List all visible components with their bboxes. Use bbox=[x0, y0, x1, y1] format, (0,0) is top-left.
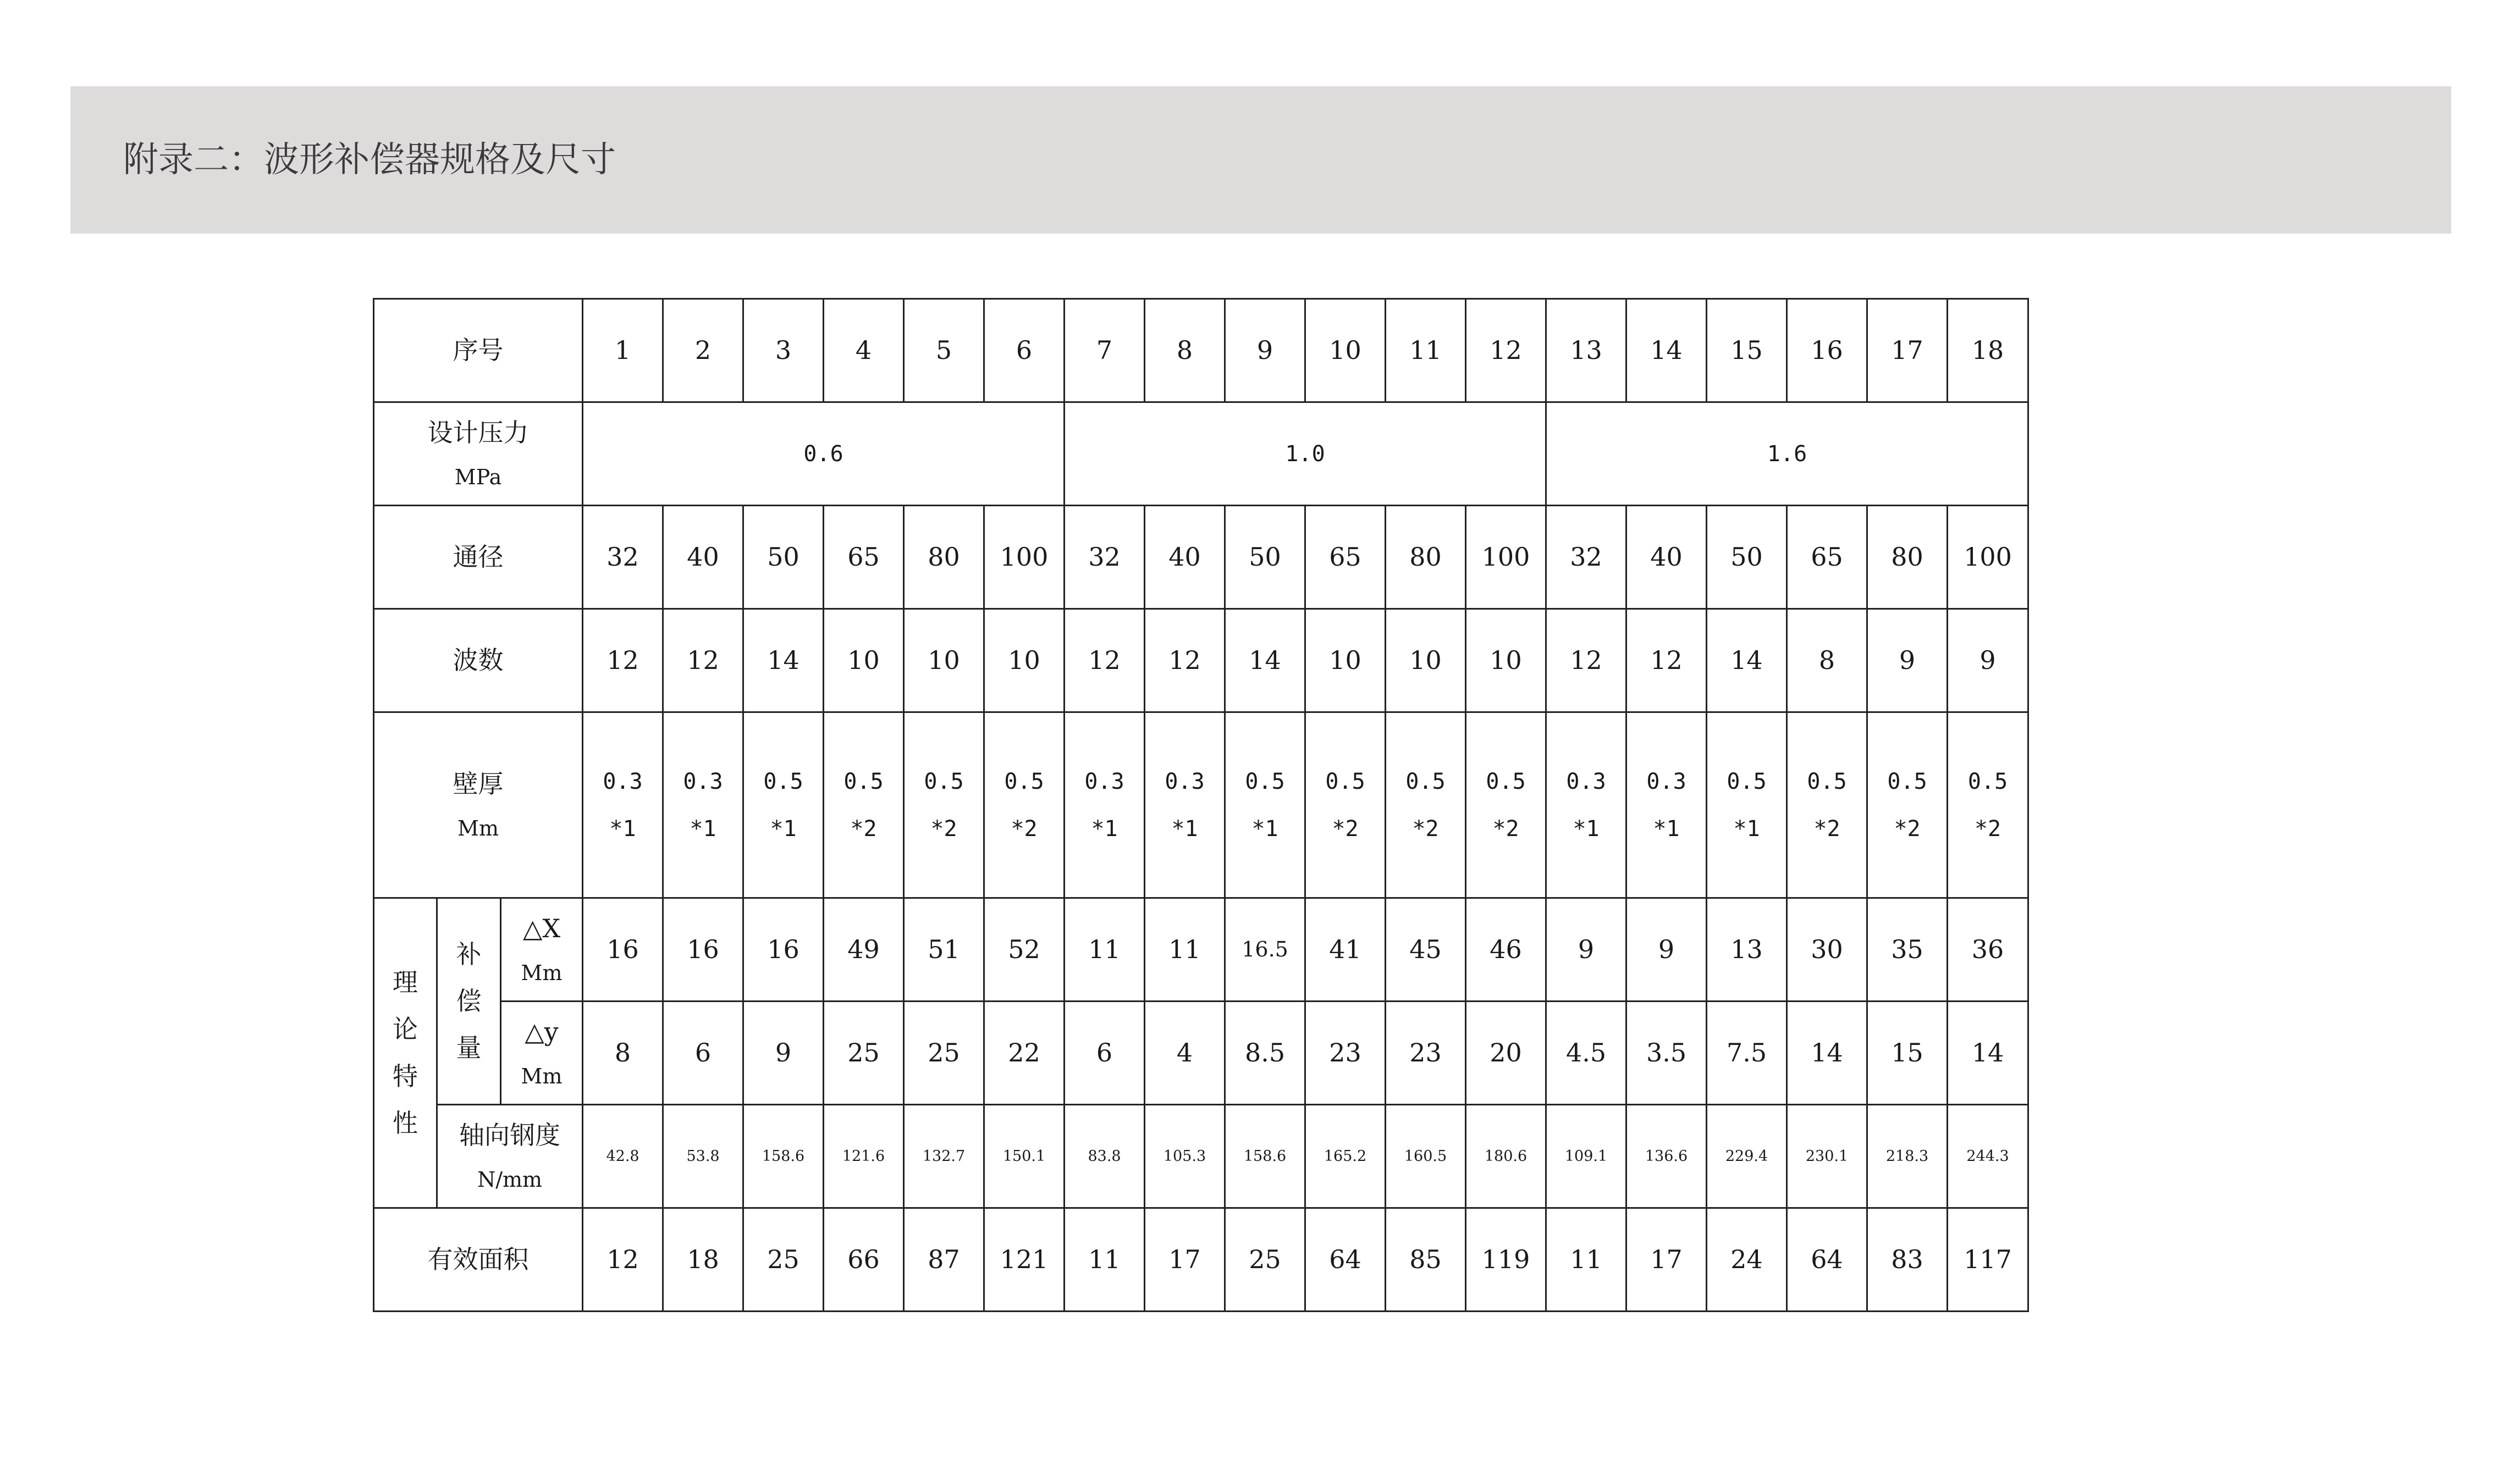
row-dy bbox=[374, 1002, 2028, 1105]
cell-area: 11 bbox=[1546, 1208, 1626, 1312]
cell-thickness bbox=[904, 712, 984, 898]
cell-stiffness: 244.3 bbox=[1948, 1105, 2028, 1208]
thickness-multiplier: *1 bbox=[1171, 816, 1198, 842]
thickness-value: 0.3 bbox=[1646, 768, 1686, 794]
thickness-multiplier: *1 bbox=[690, 816, 716, 842]
cell-serial: 4 bbox=[824, 299, 904, 402]
cell-area: 25 bbox=[743, 1208, 824, 1312]
cell-stiffness: 229.4 bbox=[1707, 1105, 1787, 1208]
cell-serial: 8 bbox=[1145, 299, 1225, 402]
cell-serial: 12 bbox=[1466, 299, 1546, 402]
thickness-value: 0.5 bbox=[763, 768, 803, 794]
cell-thickness bbox=[583, 712, 663, 898]
cell-dx: 52 bbox=[984, 898, 1065, 1002]
thickness-multiplier: *1 bbox=[1733, 816, 1760, 842]
cell-diameter: 100 bbox=[1948, 506, 2028, 609]
thickness-multiplier: *2 bbox=[1974, 816, 2001, 842]
cell-waves: 10 bbox=[904, 609, 984, 712]
cell-dx: 30 bbox=[1787, 898, 1867, 1002]
thickness-value: 0.5 bbox=[1967, 768, 2008, 794]
label-dx-unit: Mm bbox=[521, 960, 563, 985]
cell-serial: 17 bbox=[1867, 299, 1948, 402]
label-area: 有效面积 bbox=[374, 1208, 583, 1312]
cell-thickness bbox=[1386, 712, 1466, 898]
label-stiffness-unit: N/mm bbox=[477, 1167, 543, 1192]
thickness-value: 0.5 bbox=[1807, 768, 1847, 794]
thickness-value: 0.3 bbox=[603, 768, 643, 794]
cell-stiffness: 150.1 bbox=[984, 1105, 1065, 1208]
thickness-value: 0.3 bbox=[683, 768, 723, 794]
thickness-multiplier: *2 bbox=[1492, 816, 1519, 842]
cell-thickness bbox=[743, 712, 824, 898]
cell-waves: 14 bbox=[743, 609, 824, 712]
cell-area: 24 bbox=[1707, 1208, 1787, 1312]
thickness-value: 0.5 bbox=[1004, 768, 1044, 794]
cell-stiffness: 165.2 bbox=[1305, 1105, 1386, 1208]
label-compensation-char: 补 bbox=[456, 939, 482, 969]
cell-waves: 12 bbox=[1065, 609, 1145, 712]
thickness-multiplier: *1 bbox=[1653, 816, 1680, 842]
label-theory-char: 特 bbox=[393, 1061, 418, 1091]
cell-diameter: 40 bbox=[663, 506, 743, 609]
cell-waves: 10 bbox=[1305, 609, 1386, 712]
cell-dy: 4 bbox=[1145, 1002, 1225, 1105]
cell-serial: 6 bbox=[984, 299, 1065, 402]
thickness-value: 0.5 bbox=[1727, 768, 1767, 794]
label-dy bbox=[501, 1002, 583, 1105]
label-theory bbox=[374, 898, 437, 1208]
cell-diameter: 65 bbox=[1305, 506, 1386, 609]
cell-serial: 18 bbox=[1948, 299, 2028, 402]
cell-area: 17 bbox=[1626, 1208, 1707, 1312]
cell-stiffness: 105.3 bbox=[1145, 1105, 1225, 1208]
cell-area: 85 bbox=[1386, 1208, 1466, 1312]
label-stiffness-text: 轴向钢度 bbox=[459, 1120, 561, 1150]
label-compensation-char: 偿 bbox=[456, 986, 482, 1016]
label-stiffness bbox=[437, 1105, 583, 1208]
cell-stiffness: 230.1 bbox=[1787, 1105, 1867, 1208]
cell-waves: 9 bbox=[1948, 609, 2028, 712]
cell-area: 64 bbox=[1787, 1208, 1867, 1312]
cell-diameter: 50 bbox=[1225, 506, 1305, 609]
label-dy-text: △y bbox=[525, 1017, 559, 1047]
cell-thickness bbox=[1305, 712, 1386, 898]
cell-diameter: 80 bbox=[1867, 506, 1948, 609]
cell-dx: 41 bbox=[1305, 898, 1386, 1002]
cell-dy: 15 bbox=[1867, 1002, 1948, 1105]
cell-waves: 9 bbox=[1867, 609, 1948, 712]
cell-thickness bbox=[1065, 712, 1145, 898]
thickness-multiplier: *2 bbox=[1332, 816, 1359, 842]
cell-thickness bbox=[1145, 712, 1225, 898]
cell-waves: 14 bbox=[1225, 609, 1305, 712]
cell-dx: 16.5 bbox=[1225, 898, 1305, 1002]
cell-waves: 8 bbox=[1787, 609, 1867, 712]
thickness-value: 0.5 bbox=[1405, 768, 1446, 794]
cell-thickness bbox=[1546, 712, 1626, 898]
label-diameter: 通径 bbox=[374, 506, 583, 609]
thickness-value: 0.3 bbox=[1084, 768, 1124, 794]
label-waves: 波数 bbox=[374, 609, 583, 712]
cell-stiffness: 160.5 bbox=[1386, 1105, 1466, 1208]
cell-waves: 10 bbox=[824, 609, 904, 712]
header-band bbox=[70, 86, 2451, 234]
thickness-multiplier: *1 bbox=[770, 816, 797, 842]
cell-dy: 3.5 bbox=[1626, 1002, 1707, 1105]
cell-thickness bbox=[1948, 712, 2028, 898]
cell-serial: 3 bbox=[743, 299, 824, 402]
cell-diameter: 65 bbox=[824, 506, 904, 609]
cell-diameter: 100 bbox=[1466, 506, 1546, 609]
cell-dy: 14 bbox=[1787, 1002, 1867, 1105]
cell-waves: 12 bbox=[583, 609, 663, 712]
thickness-value: 0.5 bbox=[843, 768, 884, 794]
thickness-value: 0.3 bbox=[1566, 768, 1606, 794]
cell-diameter: 32 bbox=[583, 506, 663, 609]
cell-area: 66 bbox=[824, 1208, 904, 1312]
cell-stiffness: 109.1 bbox=[1546, 1105, 1626, 1208]
cell-serial: 2 bbox=[663, 299, 743, 402]
cell-dy: 6 bbox=[1065, 1002, 1145, 1105]
cell-waves: 12 bbox=[1626, 609, 1707, 712]
cell-area: 18 bbox=[663, 1208, 743, 1312]
cell-dy: 22 bbox=[984, 1002, 1065, 1105]
cell-dy: 8.5 bbox=[1225, 1002, 1305, 1105]
cell-area: 25 bbox=[1225, 1208, 1305, 1312]
cell-pressure-group: 1.6 bbox=[1546, 402, 2028, 506]
cell-serial: 14 bbox=[1626, 299, 1707, 402]
cell-waves: 14 bbox=[1707, 609, 1787, 712]
thickness-value: 0.5 bbox=[1325, 768, 1365, 794]
cell-serial: 15 bbox=[1707, 299, 1787, 402]
cell-stiffness: 218.3 bbox=[1867, 1105, 1948, 1208]
thickness-multiplier: *1 bbox=[1251, 816, 1278, 842]
cell-serial: 1 bbox=[583, 299, 663, 402]
cell-dx: 35 bbox=[1867, 898, 1948, 1002]
row-diameter bbox=[374, 506, 2028, 609]
cell-area: 119 bbox=[1466, 1208, 1546, 1312]
cell-thickness bbox=[984, 712, 1065, 898]
cell-area: 64 bbox=[1305, 1208, 1386, 1312]
cell-dx: 11 bbox=[1065, 898, 1145, 1002]
thickness-multiplier: *1 bbox=[609, 816, 636, 842]
cell-waves: 12 bbox=[1546, 609, 1626, 712]
cell-dx: 16 bbox=[583, 898, 663, 1002]
cell-dy: 4.5 bbox=[1546, 1002, 1626, 1105]
thickness-multiplier: *2 bbox=[1412, 816, 1439, 842]
cell-dx: 49 bbox=[824, 898, 904, 1002]
cell-diameter: 50 bbox=[743, 506, 824, 609]
cell-serial: 16 bbox=[1787, 299, 1867, 402]
cell-dx: 51 bbox=[904, 898, 984, 1002]
cell-diameter: 40 bbox=[1626, 506, 1707, 609]
cell-dy: 20 bbox=[1466, 1002, 1546, 1105]
thickness-multiplier: *2 bbox=[930, 816, 957, 842]
cell-serial: 10 bbox=[1305, 299, 1386, 402]
label-theory-char: 理 bbox=[393, 967, 418, 998]
cell-diameter: 65 bbox=[1787, 506, 1867, 609]
cell-thickness bbox=[824, 712, 904, 898]
label-theory-char: 论 bbox=[393, 1014, 418, 1044]
cell-waves: 10 bbox=[1466, 609, 1546, 712]
label-dx bbox=[501, 898, 583, 1002]
cell-dy: 7.5 bbox=[1707, 1002, 1787, 1105]
row-pressure bbox=[374, 402, 2028, 506]
cell-dx: 9 bbox=[1546, 898, 1626, 1002]
cell-pressure-group: 0.6 bbox=[583, 402, 1065, 506]
cell-dy: 23 bbox=[1386, 1002, 1466, 1105]
cell-stiffness: 180.6 bbox=[1466, 1105, 1546, 1208]
cell-pressure-group: 1.0 bbox=[1065, 402, 1546, 506]
cell-serial: 9 bbox=[1225, 299, 1305, 402]
thickness-multiplier: *2 bbox=[1894, 816, 1921, 842]
cell-serial: 5 bbox=[904, 299, 984, 402]
cell-thickness bbox=[663, 712, 743, 898]
cell-area: 11 bbox=[1065, 1208, 1145, 1312]
cell-thickness bbox=[1225, 712, 1305, 898]
thickness-multiplier: *2 bbox=[850, 816, 877, 842]
cell-diameter: 80 bbox=[904, 506, 984, 609]
cell-stiffness: 83.8 bbox=[1065, 1105, 1145, 1208]
cell-dy: 25 bbox=[824, 1002, 904, 1105]
row-serial bbox=[374, 299, 2028, 402]
cell-waves: 12 bbox=[1145, 609, 1225, 712]
cell-waves: 10 bbox=[984, 609, 1065, 712]
row-thickness bbox=[374, 712, 2028, 898]
cell-dy: 25 bbox=[904, 1002, 984, 1105]
label-pressure-text: 设计压力 bbox=[427, 418, 529, 447]
cell-serial: 13 bbox=[1546, 299, 1626, 402]
cell-diameter: 32 bbox=[1065, 506, 1145, 609]
cell-dx: 16 bbox=[663, 898, 743, 1002]
cell-diameter: 40 bbox=[1145, 506, 1225, 609]
cell-diameter: 50 bbox=[1707, 506, 1787, 609]
label-compensation bbox=[437, 898, 501, 1105]
thickness-value: 0.3 bbox=[1165, 768, 1205, 794]
cell-thickness bbox=[1626, 712, 1707, 898]
cell-dx: 36 bbox=[1948, 898, 2028, 1002]
thickness-multiplier: *1 bbox=[1091, 816, 1118, 842]
cell-area: 121 bbox=[984, 1208, 1065, 1312]
label-dx-text: △X bbox=[522, 914, 561, 943]
cell-stiffness: 136.6 bbox=[1626, 1105, 1707, 1208]
cell-stiffness: 158.6 bbox=[1225, 1105, 1305, 1208]
cell-dx: 45 bbox=[1386, 898, 1466, 1002]
cell-area: 83 bbox=[1867, 1208, 1948, 1312]
page-title: 附录二：波形补偿器规格及尺寸 bbox=[123, 140, 616, 180]
cell-dy: 23 bbox=[1305, 1002, 1386, 1105]
spec-table bbox=[373, 298, 2029, 1312]
cell-area: 17 bbox=[1145, 1208, 1225, 1312]
label-thickness bbox=[374, 712, 583, 898]
label-thickness-text: 壁厚 bbox=[453, 769, 504, 799]
cell-thickness bbox=[1867, 712, 1948, 898]
row-dx bbox=[374, 898, 2028, 1002]
label-compensation-char: 量 bbox=[456, 1033, 482, 1063]
cell-dx: 13 bbox=[1707, 898, 1787, 1002]
thickness-value: 0.5 bbox=[1245, 768, 1285, 794]
cell-thickness bbox=[1466, 712, 1546, 898]
label-thickness-unit: Mm bbox=[457, 816, 499, 840]
cell-thickness bbox=[1787, 712, 1867, 898]
thickness-multiplier: *2 bbox=[1011, 816, 1038, 842]
thickness-value: 0.5 bbox=[1486, 768, 1526, 794]
cell-dy: 14 bbox=[1948, 1002, 2028, 1105]
cell-area: 12 bbox=[583, 1208, 663, 1312]
label-dy-unit: Mm bbox=[521, 1064, 563, 1088]
thickness-value: 0.5 bbox=[924, 768, 964, 794]
label-theory-char: 性 bbox=[393, 1108, 418, 1138]
cell-dy: 8 bbox=[583, 1002, 663, 1105]
cell-serial: 7 bbox=[1065, 299, 1145, 402]
cell-stiffness: 42.8 bbox=[583, 1105, 663, 1208]
row-area bbox=[374, 1208, 2028, 1312]
thickness-value: 0.5 bbox=[1887, 768, 1927, 794]
cell-serial: 11 bbox=[1386, 299, 1466, 402]
label-serial: 序号 bbox=[374, 299, 583, 402]
cell-dx: 16 bbox=[743, 898, 824, 1002]
cell-dy: 6 bbox=[663, 1002, 743, 1105]
cell-dx: 9 bbox=[1626, 898, 1707, 1002]
cell-diameter: 80 bbox=[1386, 506, 1466, 609]
thickness-multiplier: *1 bbox=[1573, 816, 1600, 842]
cell-waves: 12 bbox=[663, 609, 743, 712]
cell-waves: 10 bbox=[1386, 609, 1466, 712]
row-waves bbox=[374, 609, 2028, 712]
cell-diameter: 32 bbox=[1546, 506, 1626, 609]
cell-stiffness: 53.8 bbox=[663, 1105, 743, 1208]
cell-dx: 11 bbox=[1145, 898, 1225, 1002]
row-stiffness bbox=[374, 1105, 2028, 1208]
cell-stiffness: 158.6 bbox=[743, 1105, 824, 1208]
cell-thickness bbox=[1707, 712, 1787, 898]
cell-dy: 9 bbox=[743, 1002, 824, 1105]
cell-dx: 46 bbox=[1466, 898, 1546, 1002]
cell-area: 117 bbox=[1948, 1208, 2028, 1312]
cell-stiffness: 121.6 bbox=[824, 1105, 904, 1208]
thickness-multiplier: *2 bbox=[1813, 816, 1840, 842]
label-pressure bbox=[374, 402, 583, 506]
cell-diameter: 100 bbox=[984, 506, 1065, 609]
cell-stiffness: 132.7 bbox=[904, 1105, 984, 1208]
cell-area: 87 bbox=[904, 1208, 984, 1312]
label-pressure-unit: MPa bbox=[454, 464, 502, 489]
